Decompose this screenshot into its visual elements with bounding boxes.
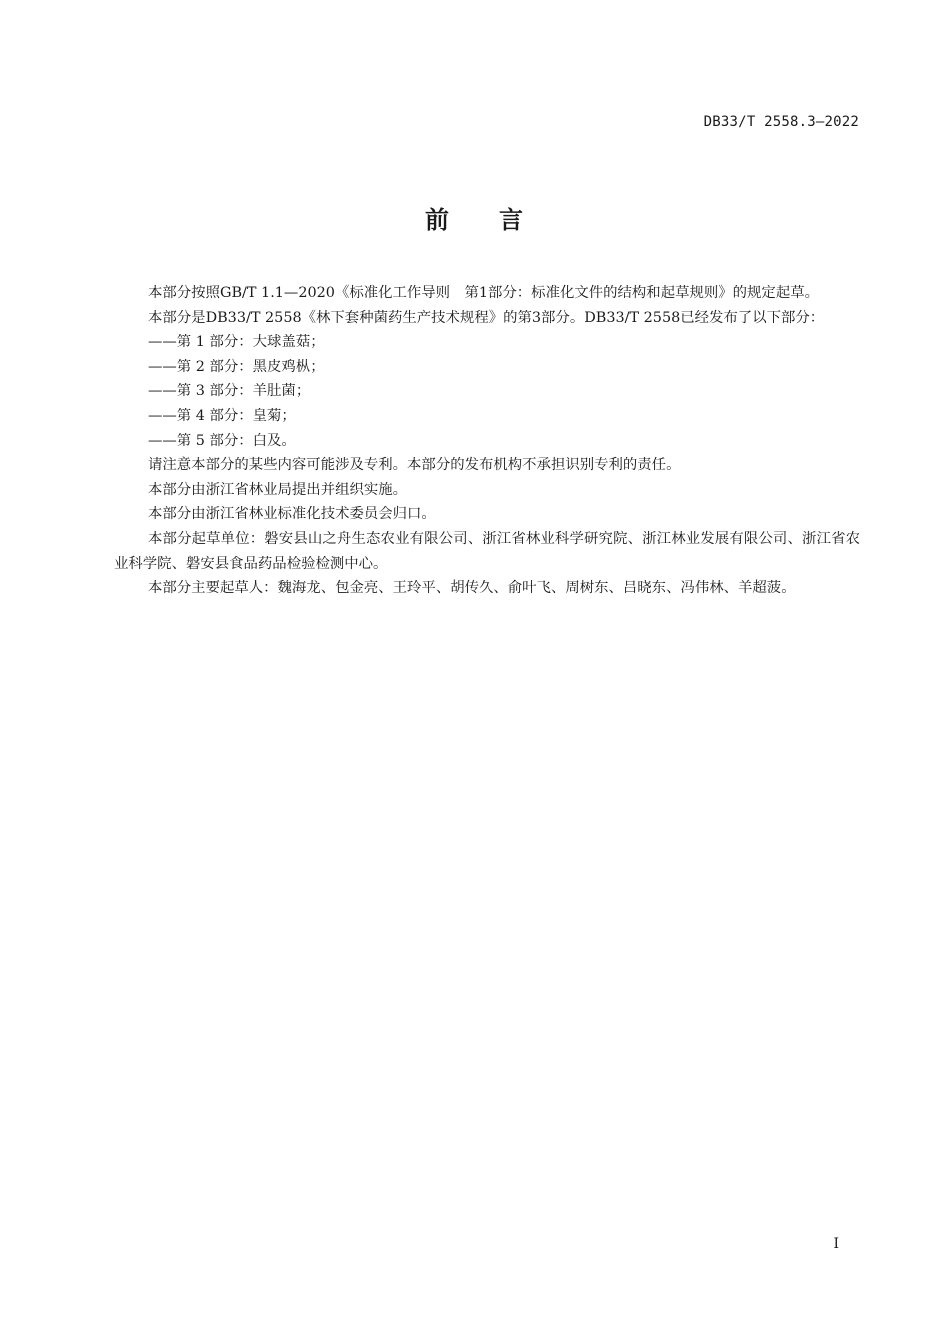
list-item-part-5: ——第 5 部分：白及。: [148, 432, 296, 449]
paragraph-series-intro: 本部分是DB33/T 2558《林下套种菌药生产技术规程》的第3部分。DB33/T 2558已经发布了以下部分：: [148, 309, 825, 326]
list-item-part-3: ——第 3 部分：羊肚菌；: [148, 383, 311, 400]
paragraph-patent-notice: 请注意本部分的某些内容可能涉及专利。本部分的发布机构不承担识别专利的责任。: [148, 457, 681, 474]
paragraph-proposer: 本部分由浙江省林业局提出并组织实施。: [148, 481, 408, 498]
foreword-body: [114, 281, 860, 601]
paragraph-committee: 本部分由浙江省林业标准化技术委员会归口。: [148, 506, 436, 523]
title-char-1: 前: [425, 206, 451, 234]
title-char-2: 言: [499, 206, 525, 234]
list-item-part-2: ——第 2 部分：黑皮鸡枞；: [148, 358, 325, 375]
page-title: [0, 200, 950, 235]
paragraph-drafting-basis: 本部分按照GB/T 1.1—2020《标准化工作导则 第1部分：标准化文件的结构和起草规则》的规定起草。: [148, 285, 819, 301]
document-code: DB33/T 2558.3—2022: [703, 114, 859, 130]
list-item-part-4: ——第 4 部分：皇菊；: [148, 407, 296, 424]
list-item-part-1: ——第 1 部分：大球盖菇；: [148, 334, 325, 351]
paragraph-drafters: 本部分主要起草人：魏海龙、包金亮、王玲平、胡传久、俞叶飞、周树东、吕晓东、冯伟林、羊超菠。: [148, 580, 796, 597]
page-number: I: [833, 1236, 839, 1252]
paragraph-drafting-units: 本部分起草单位：磐安县山之舟生态农业有限公司、浙江省林业科学研究院、浙江林业发展有限公司、浙江省农业科学院、磐安县食品药品检验检测中心。: [114, 530, 860, 572]
